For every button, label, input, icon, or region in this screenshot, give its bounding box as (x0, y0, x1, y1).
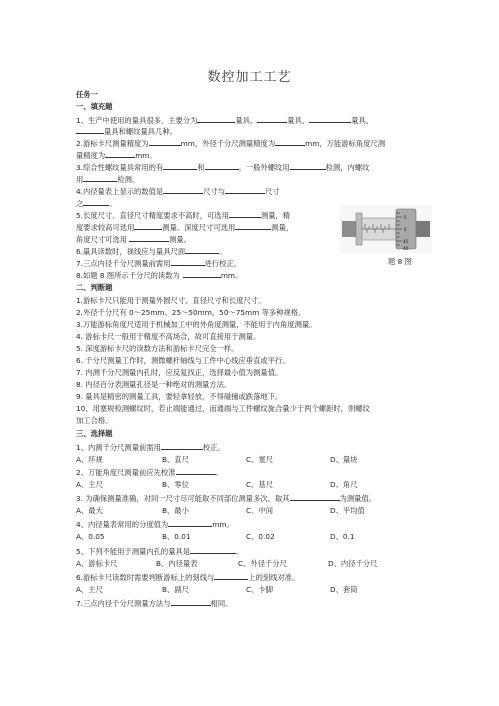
fill-q4-text-c: 尺寸 (265, 187, 280, 196)
fill-q5-line3 (76, 234, 191, 244)
blank[interactable] (171, 598, 211, 606)
option-c[interactable]: C、0.02 (246, 532, 275, 541)
fill-q3-text-a: 3.综合性螺纹量具常用的有 (76, 163, 164, 172)
task-heading: 任务一 (76, 90, 98, 99)
option-c[interactable]: C、塞尺 (246, 455, 273, 464)
blank[interactable] (161, 442, 203, 450)
option-c[interactable]: C、中间 (246, 506, 273, 515)
option-a[interactable]: A、主尺 (76, 480, 103, 489)
fill-q8 (76, 270, 242, 280)
option-b[interactable]: B、0.01 (162, 532, 191, 541)
choice-q4 (76, 519, 234, 529)
section-fill-heading: 一、填充题 (76, 102, 113, 111)
option-a[interactable]: A、环规 (76, 455, 103, 464)
page-title: 数控加工工艺 (207, 70, 292, 85)
blank[interactable] (149, 138, 181, 146)
fill-q1-text-b: 量具、 (235, 116, 258, 125)
choice-q4-text-a: 4、内径量表常用的分度值为 (76, 520, 169, 529)
option-b[interactable]: B、副尺 (162, 585, 189, 594)
choice-q6 (76, 572, 299, 582)
fill-q5-text-d: 测量。深度尺寸可选用 (162, 223, 236, 232)
fill-q5-text-b: 测量，精 (260, 211, 291, 220)
fill-q3-text-d: 检测，内螺纹 (325, 163, 370, 172)
choice-q3-text-a: 3. 为确保测量准确，对同一尺寸尽可能取不同部位测量多次，取其 (76, 494, 290, 503)
fill-q3-text-e: 用 (76, 175, 84, 184)
choice-q7-text-b: 相同。 (210, 599, 233, 608)
judge-item: 4. 游标卡尺一般用于精度不高场合，故可直接用于测量。 (76, 332, 261, 341)
judge-item: 3.万能游标角度尺适用于机械加工中的外角度测量，不能用于内角度测量。 (76, 320, 317, 329)
fill-q6-text-b: 。 (219, 247, 227, 256)
choice-q2 (76, 467, 223, 477)
fill-q2-text-d: 量精度为 (76, 151, 106, 160)
fill-q4-line2 (76, 198, 117, 208)
fill-q5-line2 (76, 222, 293, 232)
option-c[interactable]: C、基尺 (246, 480, 273, 489)
option-a[interactable]: A、最大 (76, 506, 103, 515)
choice-q7 (76, 598, 232, 608)
fill-q6 (76, 246, 226, 256)
blank[interactable] (225, 186, 265, 194)
fill-q2-text-e: mm。 (135, 151, 157, 160)
thimble-label-1: 5 (404, 215, 407, 220)
fill-q2-text-b: mm，外径千分尺测量精度为 (180, 139, 276, 148)
option-d[interactable]: D、平均值 (330, 506, 365, 515)
micrometer-figure (340, 205, 432, 253)
option-d[interactable]: D、套筒 (330, 585, 358, 594)
option-b[interactable]: B、零位 (162, 480, 189, 489)
fill-q3-line2 (76, 174, 139, 184)
fill-q5-text-e: 测量， (271, 223, 294, 232)
choice-q5 (76, 546, 243, 556)
option-c[interactable]: C、外径千分尺 (238, 559, 287, 568)
fill-q1-text-c: 量具、 (287, 116, 310, 125)
judge-item: 2.外径千分尺有 0～25mm、25～50mm、50～75mm 等多种规格。 (76, 308, 306, 317)
option-d[interactable]: D、角尺 (330, 480, 358, 489)
option-d[interactable]: D、量块 (330, 455, 358, 464)
choice-q6-text-b: 上的刻线对准。 (248, 573, 300, 582)
figure-caption: 题 8 图 (388, 257, 412, 266)
option-d[interactable]: D、0.1 (330, 532, 355, 541)
blank[interactable] (190, 546, 236, 554)
judge-item: 8. 内径百分表测量孔径是一种绝对的测量方法。 (76, 380, 232, 389)
fill-q3-text-c: 。一般外螺纹用 (238, 163, 290, 172)
blank[interactable] (183, 270, 221, 278)
option-b[interactable]: B、最小 (162, 506, 189, 515)
judge-item: 7. 内测千分尺测量内孔时，应反复找正，选择最小值为测量值。 (76, 368, 283, 377)
choice-q6-text-a: 6.游标卡尺读数时需要判断游标上的刻线与 (76, 573, 215, 582)
judge-item: 5. 深度游标卡尺的读数方法和游标卡尺完全一样。 (76, 344, 239, 353)
fill-q8-text-a: 8.如题 8 图所示千分尺的读数为 (76, 271, 180, 280)
fill-q1-text-e: 量具和螺纹量具几种。 (104, 127, 177, 136)
blank[interactable] (235, 222, 271, 230)
blank[interactable] (275, 138, 305, 146)
blank[interactable] (309, 115, 351, 123)
choice-q2-text-b: 。 (215, 468, 223, 477)
choice-q5-text-a: 5、下列不能用于测量内孔的量具是 (76, 547, 191, 556)
choice-q3 (76, 493, 376, 503)
blank[interactable] (163, 162, 197, 170)
blank[interactable] (176, 467, 216, 475)
blank[interactable] (129, 234, 169, 242)
fill-q2-text-c: mm，万能游标角度尺测 (305, 139, 386, 148)
choice-q1-text-b: 校正。 (202, 443, 225, 452)
fill-q3-text-b: 和 (197, 163, 205, 172)
fill-q7-text-a: 7.三点内径千分尺测量前需用 (76, 259, 171, 268)
choice-q5-text-b: 。 (236, 547, 244, 556)
fill-q1-text-a: 1、生产中使用的量具很多，主要分为 (76, 116, 198, 125)
blank[interactable] (214, 572, 248, 580)
choice-q7-text-a: 7.三点内径千分尺测量方法与 (76, 599, 171, 608)
judge-item-continued: 加工合格。 (76, 416, 113, 425)
blank[interactable] (168, 519, 212, 527)
blank[interactable] (171, 258, 205, 266)
fill-q5-line1 (76, 210, 290, 220)
fill-q5-text-c: 度要求较高可选用 (76, 223, 135, 232)
fill-q5-text-a: 5.长度尺寸、直径尺寸精度要求不高时，可选用 (76, 211, 229, 220)
option-b[interactable]: B、直尺 (162, 455, 189, 464)
section-judge-heading: 二、判断题 (76, 283, 113, 292)
option-a[interactable]: A、游标卡尺 (76, 559, 118, 568)
option-a[interactable]: A、主尺 (76, 585, 103, 594)
thimble-label-3: 45 (403, 239, 409, 244)
section-choice-heading: 三、选择题 (76, 429, 113, 438)
spindle (342, 221, 356, 237)
choice-q1-text-a: 1、内测千分尺测量前需用 (76, 443, 161, 452)
fill-q2-line1 (76, 138, 385, 148)
choice-q2-text-a: 2、万能角度尺测量前应先校准 (76, 468, 176, 477)
blank[interactable] (257, 115, 287, 123)
blank[interactable] (290, 493, 340, 501)
blank[interactable] (163, 186, 203, 194)
fill-q8-text-b: mm。 (220, 271, 243, 280)
option-b[interactable]: B、内径量表 (156, 559, 198, 568)
blank[interactable] (229, 210, 261, 218)
thimble-label-4: 40 (403, 246, 409, 251)
fill-q1-line2 (76, 126, 177, 136)
fill-q4-text-d: 之 (76, 199, 84, 208)
fill-q6-text-a: 6.量具读数时，视线应与量具尺面 (76, 247, 186, 256)
fill-q4-text-a: 4.内径量表上显示的数值是 (76, 187, 164, 196)
fill-q5-text-g: 测量。 (169, 235, 191, 244)
fill-q1-text-d: 量具、 (351, 116, 374, 125)
fill-q7 (76, 258, 241, 268)
fill-q3-line1 (76, 162, 369, 172)
fill-q4-text-b: 尺寸与 (203, 187, 226, 196)
blank[interactable] (105, 150, 135, 158)
blank[interactable] (83, 198, 109, 206)
sleeve-collar (356, 213, 362, 245)
blank[interactable] (185, 246, 219, 254)
option-c[interactable]: C、卡脚 (246, 585, 273, 594)
choice-q3-text-b: 为测量值。 (339, 494, 377, 503)
blank[interactable] (205, 162, 239, 170)
blank[interactable] (83, 174, 117, 182)
option-a[interactable]: A、0.05 (76, 532, 105, 541)
judge-item: 1.游标卡尺只能用于测量外圆尺寸、直径尺寸和长度尺寸。 (76, 296, 266, 305)
blank[interactable] (197, 115, 235, 123)
thimble-label-2: 0 (404, 227, 407, 232)
fill-q1-line1 (76, 115, 373, 125)
fill-q2-text-a: 2.游标卡尺测量精度为 (76, 139, 149, 148)
fill-q5-text-f: 角度尺寸可选用 (76, 235, 128, 244)
fill-q7-text-b: 进行校正。 (204, 259, 242, 268)
choice-q1 (76, 442, 225, 452)
judge-item: 10、用塞规检测螺纹时，若止端能通过，而通端与工件螺纹旋合量少于两个螺距时，则螺纹 (76, 404, 370, 413)
fill-q4-text-e: 。 (109, 199, 117, 208)
judge-item: 6. 千分尺测量工作时，测微螺杆轴线与工件中心线应垂直或平行。 (76, 356, 290, 365)
option-d[interactable]: D、内径千分尺 (328, 559, 378, 568)
blank[interactable] (76, 126, 104, 134)
fill-q4-line1 (76, 186, 280, 196)
fill-q3-text-f: 检测。 (117, 175, 140, 184)
choice-q4-text-b: mm。 (212, 520, 234, 529)
ratchet (416, 221, 430, 237)
judge-item: 9. 量具是精密的测量工具，要轻拿轻放，不得碰撞或跌落地下。 (76, 392, 283, 401)
fill-q2-line2 (76, 150, 157, 160)
blank[interactable] (134, 222, 162, 230)
blank[interactable] (290, 162, 326, 170)
